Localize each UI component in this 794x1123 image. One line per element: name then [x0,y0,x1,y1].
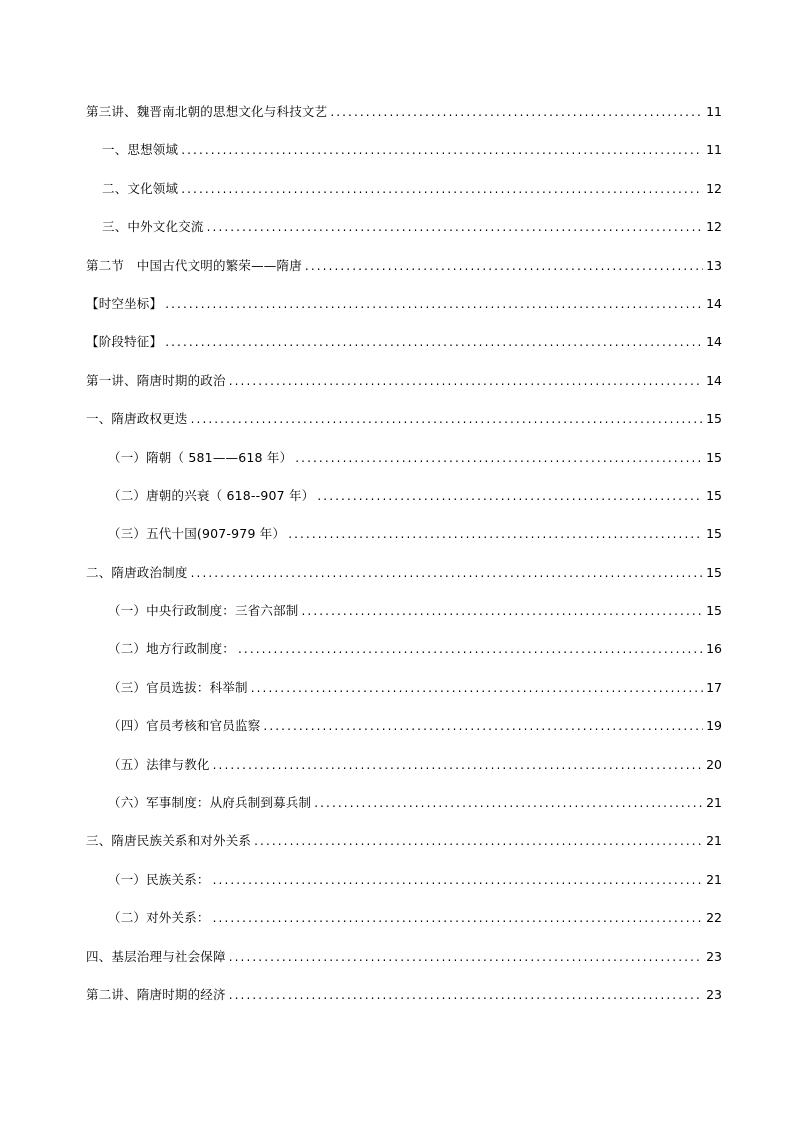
toc-entry-page: 12 [706,180,722,196]
toc-entry-title: 第一讲、隋唐时期的政治 [86,372,226,388]
toc-entry-page: 15 [706,487,722,503]
toc-entry-title: 三、中外文化交流 [102,219,204,235]
toc-entry[interactable] [86,829,722,853]
toc-entry[interactable] [86,983,722,1007]
toc-leader-dots [314,791,703,815]
toc-leader-dots [238,637,703,661]
toc-leader-dots [229,945,703,969]
toc-entry-page: 17 [706,679,722,695]
toc-entry-title: 第二讲、隋唐时期的经济 [86,986,226,1002]
toc-leader-dots [251,676,703,700]
toc-entry-title: 三、隋唐民族关系和对外关系 [86,833,252,849]
toc-entry[interactable] [86,599,722,623]
toc-entry-title: （一）隋朝（ 581——618 年） [108,449,293,465]
toc-entry-page: 11 [706,104,722,119]
toc-entry-page: 15 [706,411,722,427]
toc-entry[interactable] [86,522,722,546]
toc-leader-dots [165,330,703,354]
toc-leader-dots [305,254,703,278]
toc-leader-dots [165,292,703,316]
toc-entry[interactable] [86,292,722,316]
toc-entry-page: 21 [706,795,722,811]
toc-entry-page: 21 [706,871,722,887]
toc-entry-title: （六）军事制度：从府兵制到募兵制 [108,795,312,811]
toc-entry-page: 14 [706,334,722,350]
toc-entry[interactable] [86,906,722,930]
toc-entry-page: 14 [706,295,722,311]
toc-entry-title: （三）五代十国(907-979 年） [108,526,286,542]
toc-entry-page: 20 [706,756,722,772]
toc-entry-page: 15 [706,564,722,580]
toc-entry-page: 15 [706,526,722,542]
toc-leader-dots [330,100,703,124]
toc-leader-dots [229,369,703,393]
toc-entry-title: 一、思想领域 [102,142,179,158]
toc-entry[interactable] [86,254,722,278]
toc-entry-page: 11 [706,142,722,158]
toc-entry[interactable] [86,446,722,470]
toc-entry[interactable] [86,100,722,124]
toc-entry-title: 【阶段特征】 [86,334,163,350]
toc-entry[interactable] [86,407,722,431]
toc-entry-page: 23 [706,948,722,964]
toc-leader-dots [229,983,703,1007]
toc-entry-title: 二、隋唐政治制度 [86,564,188,580]
toc-leader-dots [207,215,703,239]
toc-entry-page: 23 [706,986,722,1002]
toc-entry-page: 21 [706,833,722,849]
toc-entry[interactable] [86,561,722,585]
toc-entry-title: （一）民族关系： [108,871,210,887]
toc-leader-dots [254,829,703,853]
toc-leader-dots [191,407,703,431]
toc-leader-dots [213,753,703,777]
toc-entry-title: （五）法律与教化 [108,756,210,772]
toc-entry-title: （四）官员考核和官员监察 [108,718,261,734]
toc-entry[interactable] [86,330,722,354]
toc-entry-title: 二、文化领域 [102,180,179,196]
toc-entry-page: 15 [706,449,722,465]
toc-entry-title: （二）唐朝的兴衰（ 618--907 年） [108,487,315,503]
toc-leader-dots [317,484,703,508]
toc-entry-page: 16 [706,641,722,657]
toc-entry[interactable] [86,753,722,777]
toc-leader-dots [181,177,703,201]
table-of-contents [86,100,722,1021]
toc-entry-title: 一、隋唐政权更迭 [86,411,188,427]
toc-entry[interactable] [86,484,722,508]
toc-entry[interactable] [86,868,722,892]
toc-leader-dots [302,599,704,623]
toc-entry-title: （二）地方行政制度： [108,641,236,657]
toc-entry-page: 15 [706,603,722,619]
toc-entry[interactable] [86,637,722,661]
toc-entry[interactable] [86,177,722,201]
toc-entry-page: 19 [706,718,722,734]
toc-entry-page: 13 [706,257,722,273]
toc-entry[interactable] [86,215,722,239]
toc-entry-title: （三）官员选拔：科举制 [108,679,248,695]
toc-leader-dots [181,138,703,162]
toc-leader-dots [213,906,703,930]
toc-entry-page: 14 [706,372,722,388]
toc-leader-dots [295,446,703,470]
toc-entry[interactable] [86,714,722,738]
toc-entry[interactable] [86,138,722,162]
toc-entry-title: 【时空坐标】 [86,295,163,311]
toc-entry[interactable] [86,791,722,815]
toc-entry-title: 第二节 中国古代文明的繁荣——隋唐 [86,257,302,273]
toc-entry-title: （一）中央行政制度：三省六部制 [108,603,299,619]
toc-leader-dots [263,714,703,738]
toc-entry-title: 第三讲、魏晋南北朝的思想文化与科技文艺 [86,104,328,119]
toc-entry-title: 四、基层治理与社会保障 [86,948,226,964]
toc-leader-dots [191,561,703,585]
toc-leader-dots [288,522,703,546]
toc-entry[interactable] [86,945,722,969]
toc-entry-page: 22 [706,910,722,926]
toc-entry[interactable] [86,369,722,393]
toc-entry-page: 12 [706,219,722,235]
toc-entry[interactable] [86,676,722,700]
toc-entry-title: （二）对外关系： [108,910,210,926]
toc-leader-dots [213,868,703,892]
